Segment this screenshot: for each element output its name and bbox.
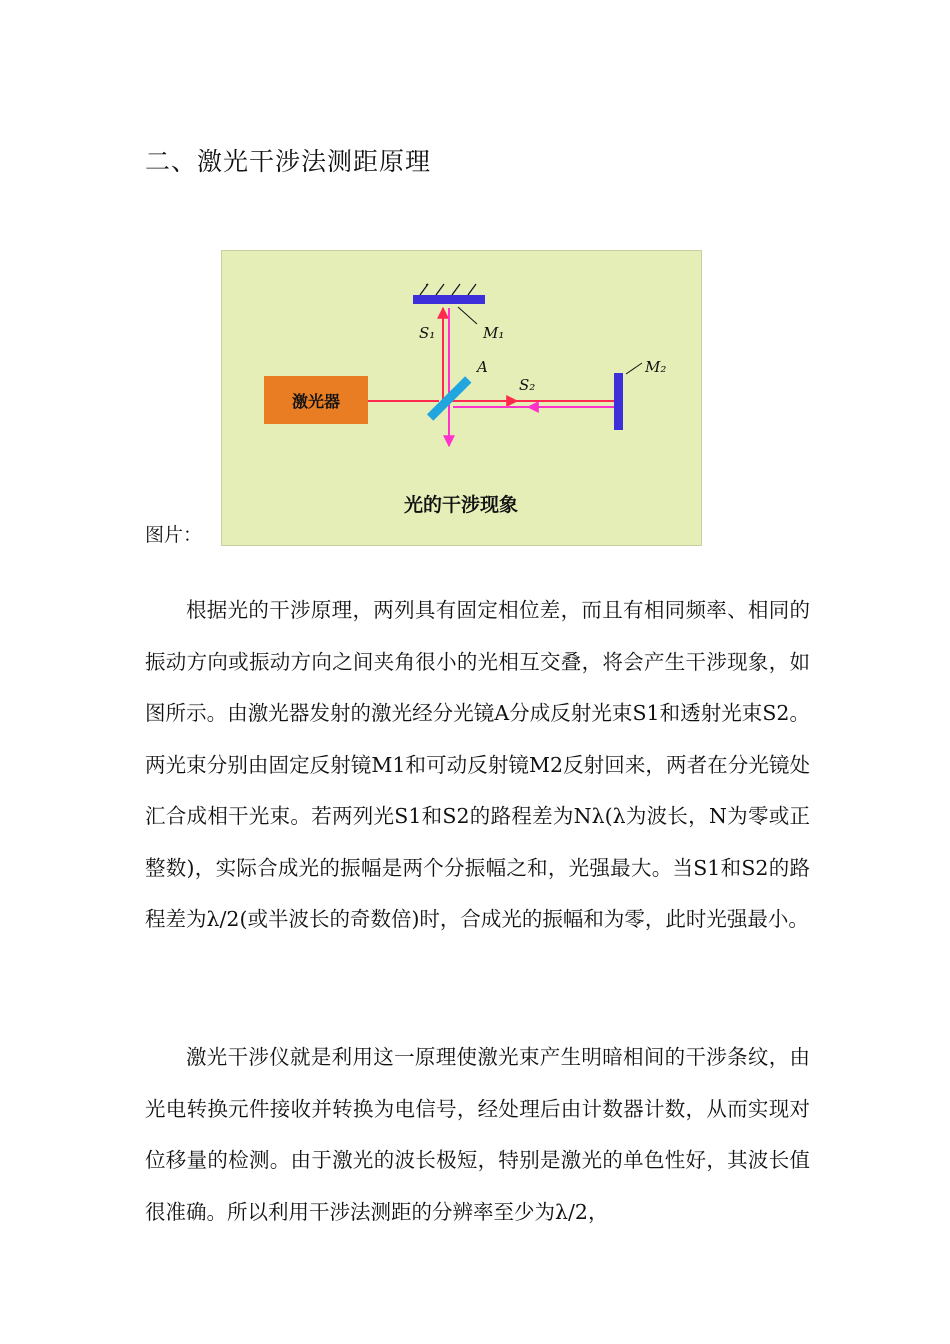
label-s2: S₂ [519, 376, 536, 394]
laser-label: 激光器 [291, 392, 341, 411]
paragraph-interference-principle: 根据光的干涉原理，两列具有固定相位差，而且有相同频率、相同的振动方向或振动方向之间夹角很小的光相互交叠，将会产生干涉现象，如图所示。由激光器发射的激光经分光镜A分成反射光束S1和透射光束S2。两光束分别由固定反射镜M1和可动反射镜M2反射回来，两者在分光镜处汇合成相干光束。若两列光S1和S2的路程差为Nλ(λ为波长，N为零或正整数)，实际合成光的振幅是两个分振幅之和，光强最大。当S1和S2的路程差为λ/2(或半波长的奇数倍)时，合成光的振幅和为零，此时光强最小。 [145, 598, 810, 931]
label-m2: M₂ [645, 358, 667, 376]
figure-label: 图片： [145, 524, 203, 546]
mirror-m2 [614, 373, 623, 430]
interference-diagram [221, 250, 702, 546]
label-s1: S₁ [419, 324, 436, 342]
label-m1: M₁ [483, 324, 505, 342]
mirror-m1 [413, 295, 485, 304]
section-heading: 二、激光干涉法测距原理 [145, 147, 432, 176]
label-a: A [477, 358, 488, 376]
paragraph-interferometer: 激光干涉仪就是利用这一原理使激光束产生明暗相间的干涉条纹，由光电转换元件接收并转换为电信号，经处理后由计数器计数，从而实现对位移量的检测。由于激光的波长极短，特别是激光的单色性好，其波长值很准确。所以利用干涉法测距的分辨率至少为λ/2， [145, 1045, 810, 1224]
diagram-caption: 光的干涉现象 [403, 494, 519, 516]
